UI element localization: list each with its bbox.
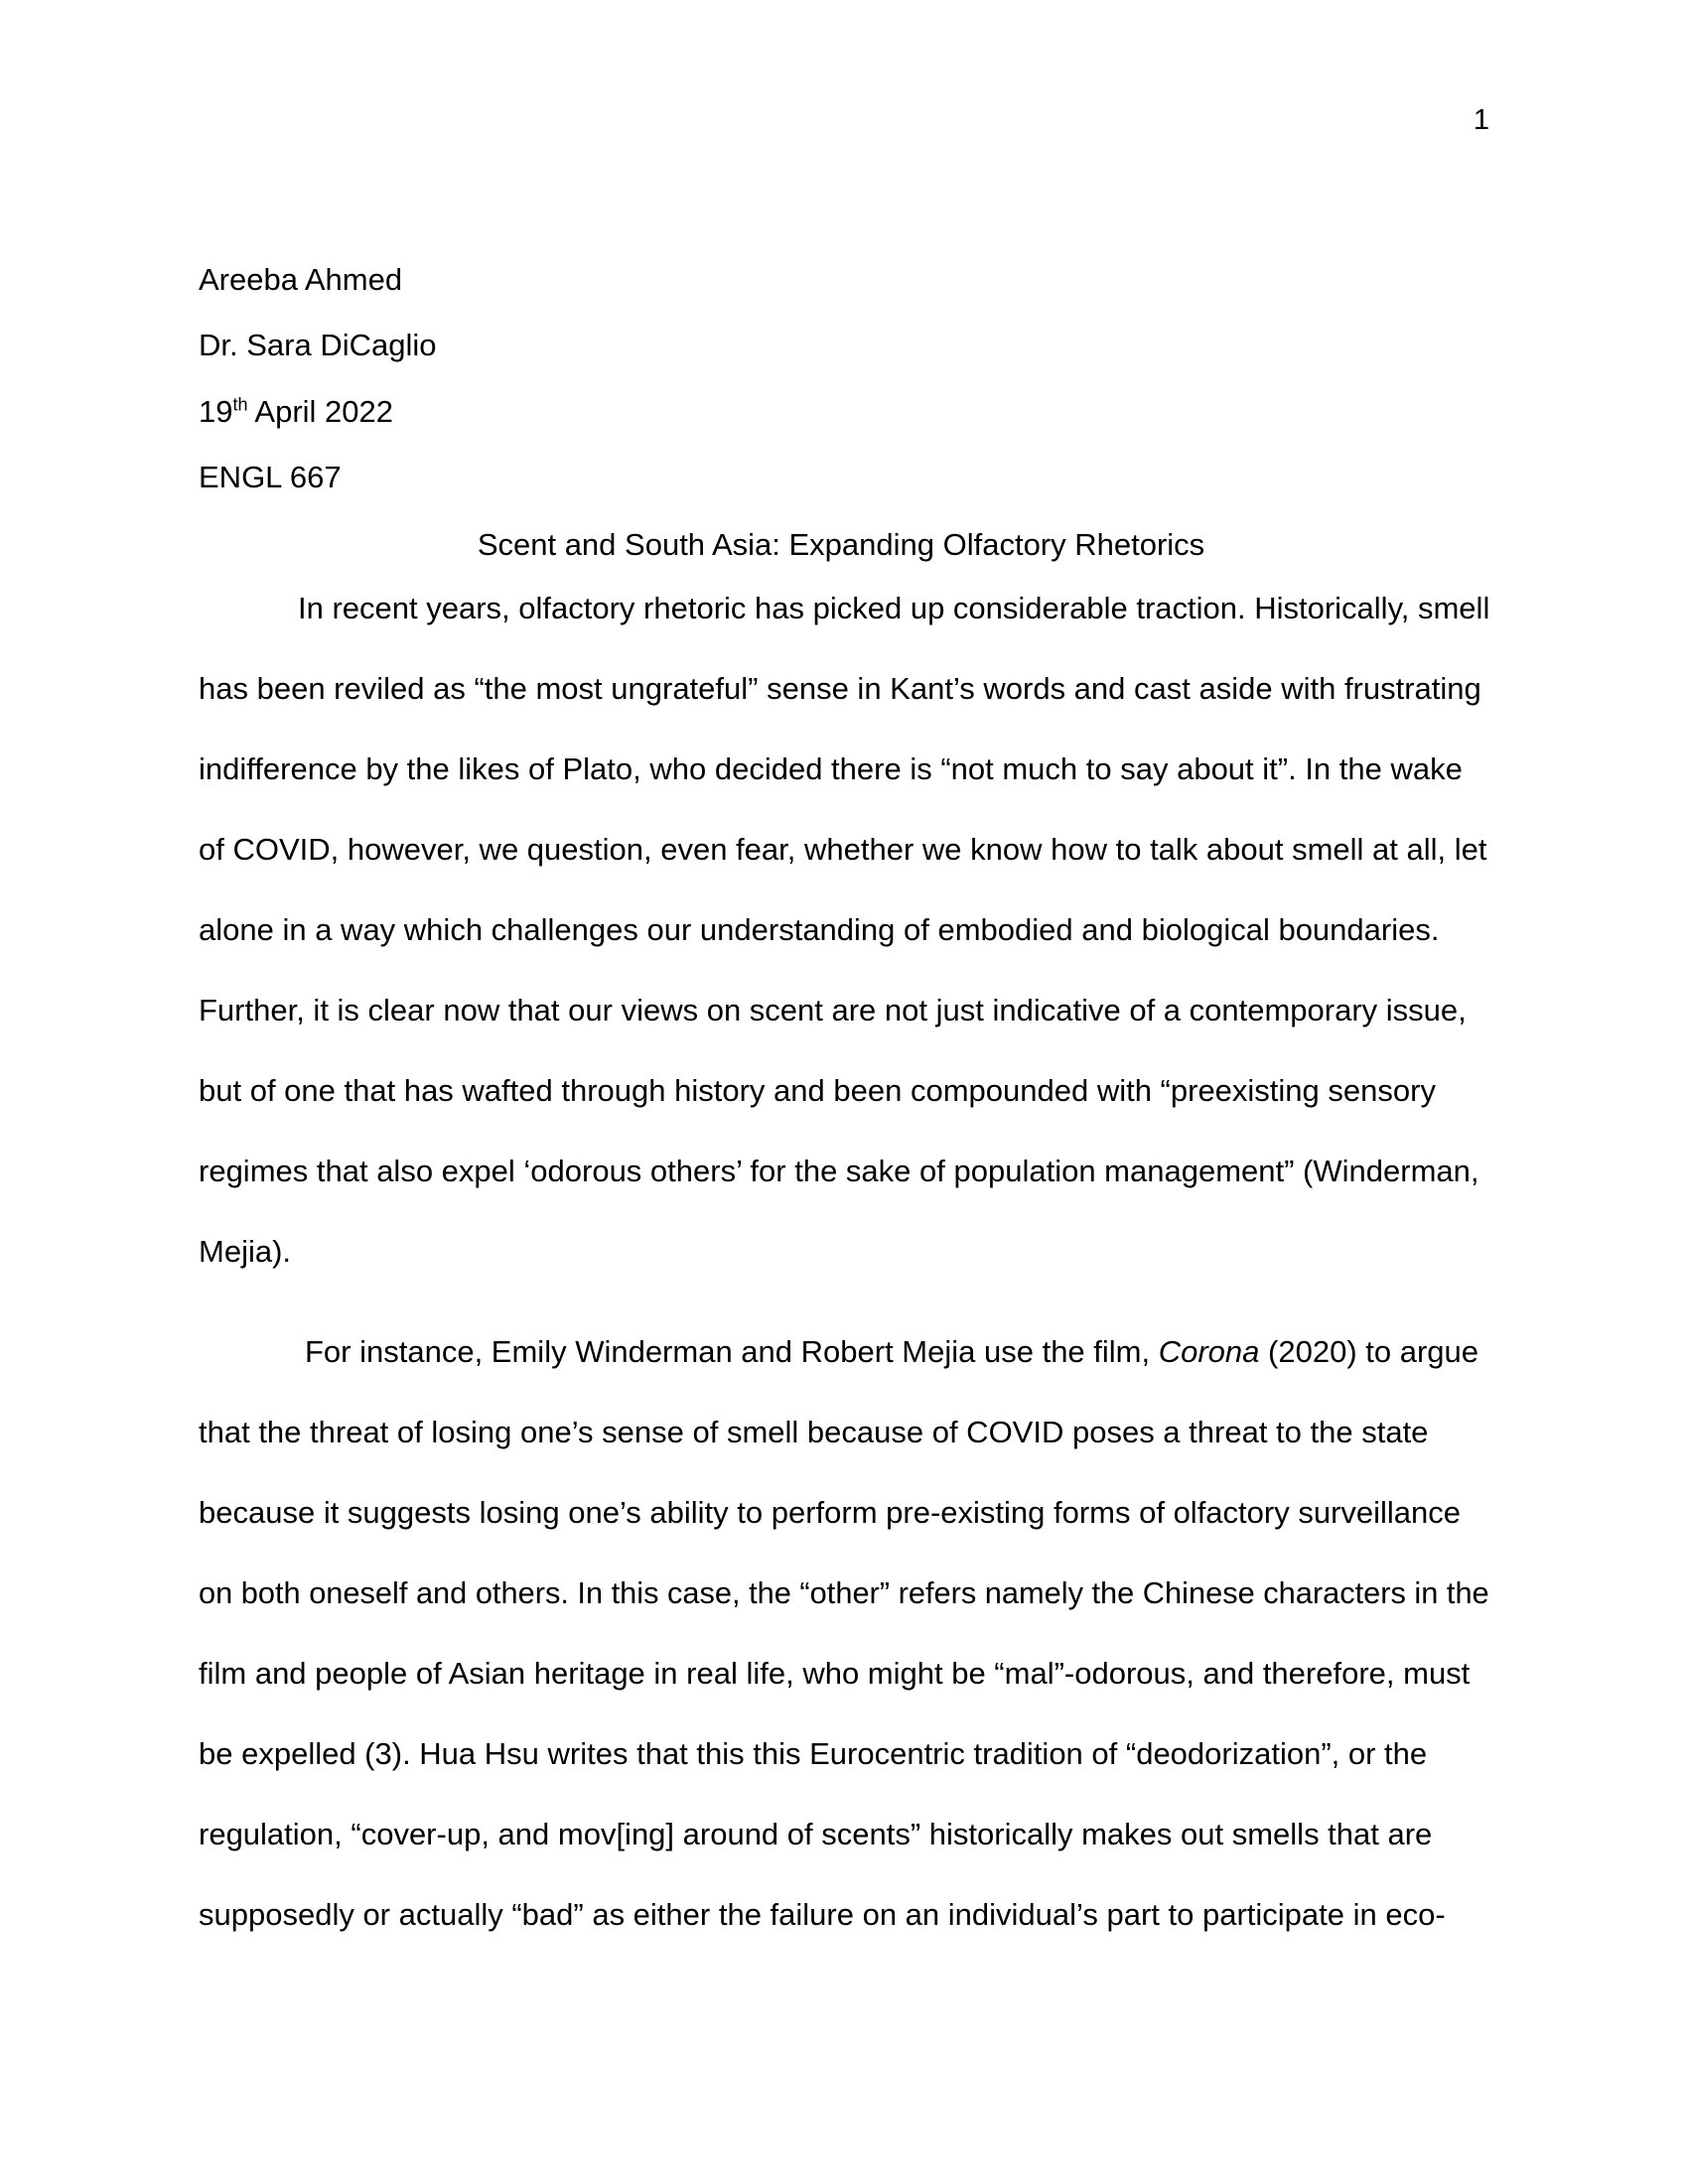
paragraph2-text: For instance, Emily Winderman and Robert Mejia use the film, — [305, 1334, 1159, 1369]
paragraph1-line: of COVID, however, we question, even fear, whether we know how to talk about smell at all, let — [199, 832, 1487, 867]
paragraph1-line: Mejia). — [199, 1234, 292, 1269]
date-suffix: th — [232, 394, 248, 415]
paragraph1-line: indifference by the likes of Plato, who decided there is “not much to say about it”. In the wake — [199, 751, 1463, 786]
paragraph2-first-line — [305, 1332, 1478, 1372]
film-title: Corona — [1158, 1334, 1260, 1369]
paragraph2-line: regulation, “cover-up, and mov[ing] around of scents” historically makes out smells that are — [199, 1817, 1433, 1851]
instructor-name: Dr. Sara DiCaglio — [199, 328, 437, 362]
paragraph1-line: but of one that has wafted through history and been compounded with “preexisting sensory — [199, 1073, 1436, 1108]
paragraph2-line: be expelled (3). Hua Hsu writes that this this Eurocentric tradition of “deodorization”, or the — [199, 1736, 1428, 1771]
paragraph1-line: regimes that also expel ‘odorous others’ for the sake of population management” (Winderman, — [199, 1154, 1479, 1188]
essay-title — [0, 525, 1688, 565]
date-day: 19 — [199, 394, 233, 429]
paragraph2-line: supposedly or actually “bad” as either the failure on an individual’s part to participate in eco- — [199, 1897, 1446, 1932]
paragraph2-line: on both oneself and others. In this case, the “other” refers namely the Chinese characters in the — [199, 1575, 1489, 1610]
date-line — [199, 392, 393, 432]
paragraph1-line: Further, it is clear now that our views on scent are not just indicative of a contemporary issue, — [199, 993, 1467, 1027]
course-code: ENGL 667 — [199, 460, 342, 494]
paragraph2-line: that the threat of losing one’s sense of smell because of COVID poses a threat to the state — [199, 1415, 1429, 1449]
date-month-year: April 2022 — [247, 394, 393, 429]
author-name: Areeba Ahmed — [199, 262, 403, 297]
paragraph2-text: (2020) to argue — [1259, 1334, 1479, 1369]
page-number: 1 — [1473, 104, 1489, 136]
paragraph1-line: has been reviled as “the most ungrateful” sense in Kant’s words and cast aside with frustrating — [199, 671, 1481, 706]
paragraph1-line: In recent years, olfactory rhetoric has picked up considerable traction. Historically, smell — [298, 591, 1490, 625]
paragraph2-line: film and people of Asian heritage in real life, who might be “mal”-odorous, and therefore, must — [199, 1656, 1471, 1691]
paragraph2-line: because it suggests losing one’s ability to perform pre-existing forms of olfactory surveillance — [199, 1495, 1462, 1530]
paragraph1-line: alone in a way which challenges our understanding of embodied and biological boundaries. — [199, 912, 1440, 947]
essay-title-text: Scent and South Asia: Expanding Olfactory Rhetorics — [477, 527, 1205, 562]
